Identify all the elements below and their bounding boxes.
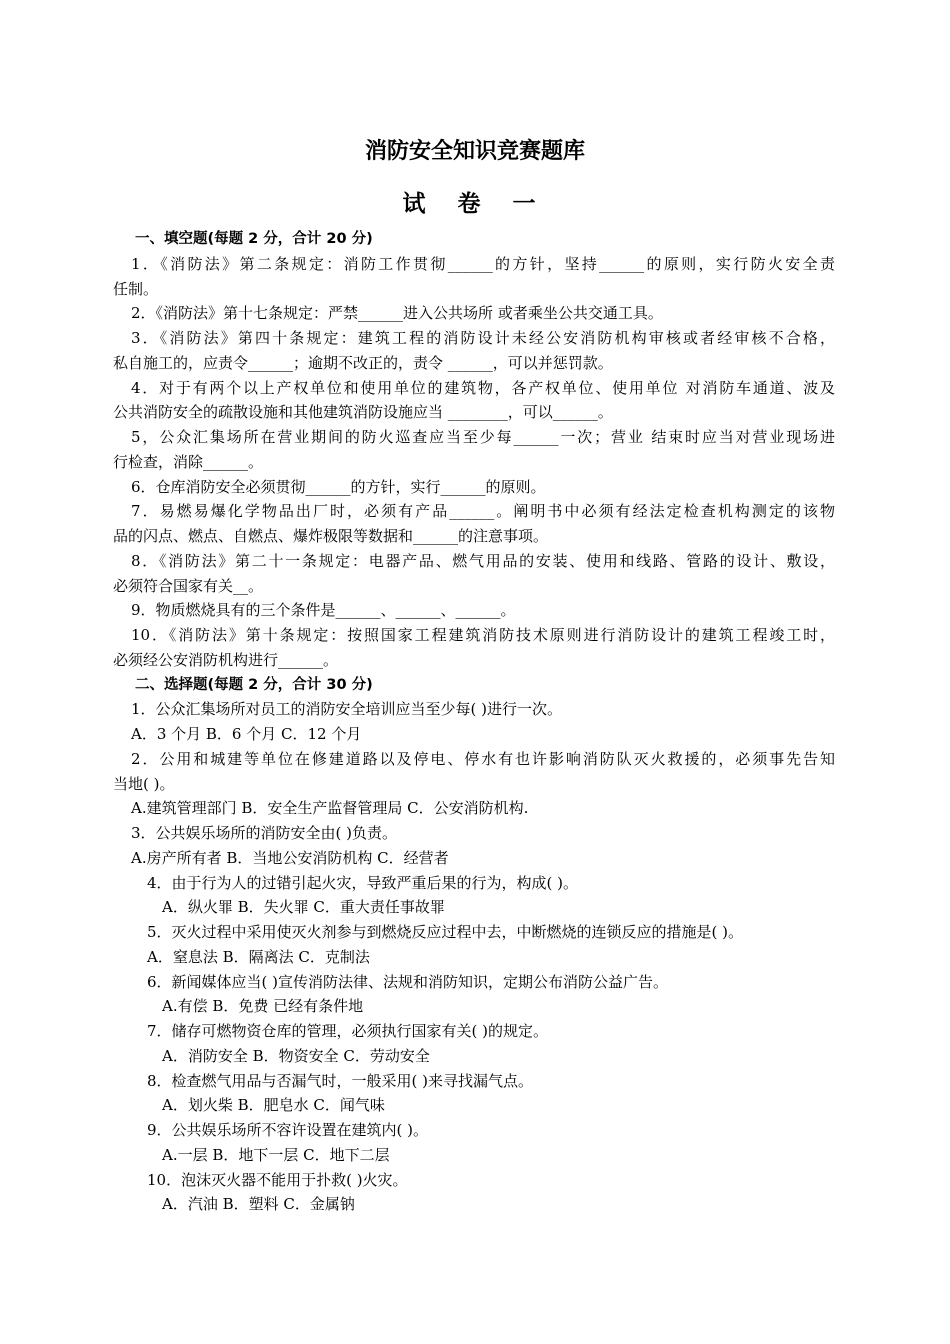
text-line: 行检查，消除______。	[113, 452, 264, 471]
text-line: 4．对于有两个以上产权单位和使用单位的建筑物，各产权单位、使用单位 对消防车通道、波及	[131, 378, 835, 397]
text-line: 私自施工的，应责令______；逾期不改正的，责令 ______，可以并惩罚款。	[113, 353, 613, 372]
text-line: 4．由于行为人的过错引起火灾，导致严重后果的行为，构成( )。	[147, 873, 579, 892]
text-line: A．纵火罪 B．失火罪 C．重大责任事故罪	[162, 898, 445, 917]
text-line: 2．《消防法》第十七条规定：严禁______进入公共场所 或者乘坐公共交通工具。	[131, 304, 663, 323]
text-line: 当地( )。	[113, 774, 175, 793]
text-line: 任制。	[113, 279, 159, 298]
text-line: 10．泡沫灭火器不能用于扑救( )火灾。	[147, 1170, 408, 1189]
text-line: 3．《消防法》第四十条规定：建筑工程的消防设计未经公安消防机构审核或者经审核不合格，	[131, 329, 835, 347]
text-line: A.有偿 B．免费 已经有条件地	[162, 997, 364, 1016]
paper-title: 试 卷 一	[402, 191, 548, 217]
text-line: 公共消防安全的疏散设施和其他建筑消防设施应当 ________，可以______。	[113, 403, 613, 422]
text-line: 1．公众汇集场所对员工的消防安全培训应当至少每( )进行一次。	[131, 700, 563, 719]
document-title: 消防安全知识竞赛题库	[364, 139, 585, 164]
section-heading: 一、填空题(每题 2 分，合计 20 分)	[135, 231, 373, 247]
text-line: A．汽油 B．塑料 C．金属钠	[162, 1195, 355, 1214]
text-line: 1．《消防法》第二条规定：消防工作贯彻______的方针，坚持______的原则，实行防火安全责	[131, 254, 835, 273]
text-line: A.房产所有者 B．当地公安消防机构 C．经营者	[131, 848, 449, 867]
text-line: A.建筑管理部门 B．安全生产监督管理局 C．公安消防机构.	[131, 799, 529, 818]
text-line: A.一层 B．地下一层 C．地下二层	[162, 1145, 390, 1164]
text-line: 9．公共娱乐场所不容许设置在建筑内( )。	[147, 1121, 429, 1139]
text-line: 8．检查燃气用品与否漏气时，一般采用( )来寻找漏气点。	[147, 1071, 534, 1090]
text-line: A．窒息法 B．隔离法 C．克制法	[147, 947, 370, 966]
text-line: 2．公用和城建等单位在修建道路以及停电、停水有也许影响消防队灭火救援的，必须事先告知	[131, 749, 835, 768]
text-line: 9．物质燃烧具有的三个条件是______、______、______。	[131, 601, 516, 620]
text-line: 品的闪点、燃点、自燃点、爆炸极限等数据和______的注意事项。	[113, 527, 549, 545]
text-line: 7．易燃易爆化学物品出厂时，必须有产品______。阐明书中必须有经法定检查机构测定的该物	[131, 502, 835, 521]
text-line: 6．新闻媒体应当( )宣传消防法律、法规和消防知识，定期公布消防公益广告。	[147, 972, 669, 991]
text-line: 7．储存可燃物资仓库的管理，必须执行国家有关( )的规定。	[147, 1022, 549, 1040]
text-line: A．划火柴 B．肥皂水 C．闻气味	[162, 1096, 385, 1115]
text-line: A．消防安全 B．物资安全 C．劳动安全	[162, 1046, 430, 1065]
text-line: 10．《消防法》第十条规定：按照国家工程建筑消防技术原则进行消防设计的建筑工程竣工时，	[131, 626, 835, 644]
text-line: 3．公共娱乐场所的消防安全由( )负责。	[131, 824, 398, 842]
text-line: 5．灭火过程中采用使灭火剂参与到燃烧反应过程中去，中断燃烧的连锁反应的措施是( )。	[147, 923, 744, 941]
text-line: 5，公众汇集场所在营业期间的防火巡查应当至少每______一次；营业 结束时应当对营业现场进	[131, 428, 835, 446]
text-line: 必须经公安消防机构进行______。	[113, 650, 339, 669]
text-line: 8．《消防法》第二十一条规定：电器产品、燃气用品的安装、使用和线路、管路的设计、敷设，	[131, 551, 835, 570]
text-line: A．3 个月 B．6 个月 C．12 个月	[131, 725, 362, 743]
text-line: 必须符合国家有关__。	[113, 576, 264, 595]
text-line: 6．仓库消防安全必须贯彻______的方针，实行______的原则。	[131, 477, 546, 496]
section-heading: 二、选择题(每题 2 分，合计 30 分)	[135, 676, 373, 693]
